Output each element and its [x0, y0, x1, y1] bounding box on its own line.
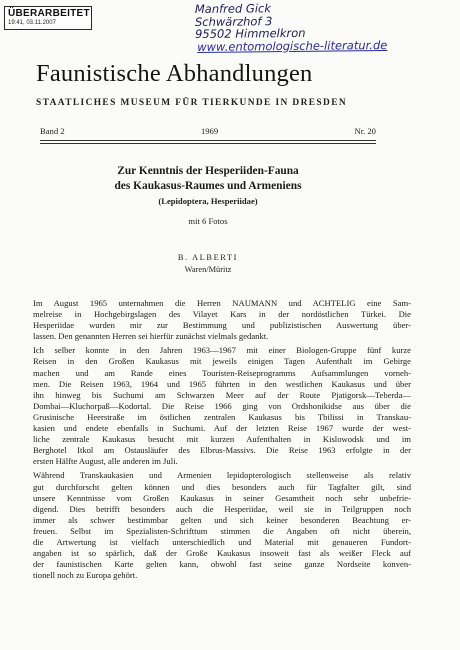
- article-body: [33, 298, 411, 581]
- handwritten-address: [195, 1, 388, 53]
- text-line: ersten Hälfte August, alle anderen im Juli.: [33, 456, 178, 467]
- paragraph: [33, 345, 411, 467]
- article-title-line: des Kaukasus-Raumes und Armeniens: [114, 180, 302, 192]
- text-line: digend. Dies betrifft besonders auch die Hesperiidae, weil sie in Teilgruppen noch: [33, 503, 411, 514]
- photo-note: mit 6 Fotos: [188, 216, 228, 226]
- handwritten-city: 95502 Himmelkron: [194, 25, 306, 42]
- text-line: melreise in Hochgebirgslagen des Vilayet Kars in der nordöstlichen Türkei. Die: [33, 309, 411, 320]
- article-title-line: Zur Kenntnis der Hesperiiden-Fauna: [117, 165, 299, 177]
- text-line: immer als schwer bestimmbar gelten und sich keiner besonderen Beachtung er-: [33, 514, 411, 525]
- volume-label: Band 2: [40, 126, 65, 136]
- header-rule: [40, 140, 376, 141]
- stamp-date: 19:41, 03.11.2007: [8, 20, 56, 26]
- text-line: die Artwertung ist vielfach unterschiedlich und Material mit genaueren Fundort-: [33, 536, 411, 547]
- text-line: Grusinische Heerstraße im östlichen zentralen Kaukasus bis Tbilissi in Transkau-: [33, 411, 411, 422]
- text-line: tionell noch zu Europa gehört.: [33, 570, 138, 581]
- text-line: Ich selber konnte in den Jahren 1963—1967 mit einer Biologen-Gruppe fünf kurze: [33, 345, 411, 356]
- text-line: kasien und endete ebenfalls in Suchumi. Auf der letzten Reise 1967 wurde der west-: [33, 423, 411, 434]
- journal-title: Faunistische Abhandlungen: [36, 60, 313, 87]
- text-line: machen und am Rande eines Touristen-Reiseprogramms Aufsammlungen vorneh-: [33, 367, 411, 378]
- text-line: lassen. Den genannten Herren sei hierfür zunächst vielmals gedankt.: [33, 331, 269, 342]
- text-line: Während Transkaukasien und Armenien lepidopterologisch stellenweise als relativ: [33, 470, 411, 481]
- author-name: B. ALBERTI: [177, 253, 239, 262]
- institution-name: STAATLICHES MUSEUM FÜR TIERKUNDE IN DRESDEN: [36, 98, 348, 108]
- text-line: liche zentrale Kaukasus besucht mit kurzen Aufenthalten in Kislowodsk und im: [33, 434, 411, 445]
- text-line: unsere Kenntnisse vom Großen Kaukasus in seiner Gesamtheit noch sehr unbefrie-: [33, 492, 411, 503]
- handwritten-name: Manfred Gick: [194, 1, 272, 17]
- article-subtitle: (Lepidoptera, Hesperiidae): [158, 196, 258, 206]
- text-line: der faunistischen Karte gelten kann, obwohl fast seine ganze Nordseite konven-: [33, 559, 411, 570]
- paragraph: [33, 298, 411, 342]
- text-line: Im August 1965 unternahmen die Herren NAUMANN und ACHTELIG eine Sam-: [33, 298, 411, 308]
- text-line: men. Die Reisen 1963, 1964 und 1965 führten in den westlichen Kaukasus und über: [33, 378, 411, 389]
- text-line: Berghotel Itkol am Ostausläufer des Elbrus-Massivs. Die Reise 1963 erfolgte in der: [33, 445, 411, 456]
- handwritten-website: www.entomologische-literatur.de: [197, 37, 388, 54]
- article-title: [40, 164, 376, 194]
- year-label: 1969: [200, 126, 219, 136]
- text-line: angaben ist so spärlich, daß der Große Kaukasus insoweit fast als weißer Fleck auf: [33, 548, 411, 559]
- text-line: gut durchforscht gelten können und dies besonders auch für Tagfalter gilt, sind: [33, 481, 411, 492]
- issue-info-row: [40, 126, 376, 136]
- text-line: Hesperiidae wurden mir zur Bestimmung und publizistischen Auswertung über-: [33, 320, 411, 331]
- text-line: Reisen in den Großen Kaukasus mit jeweils einigen Tagen Aufenthalt im Gebirge: [33, 356, 411, 367]
- text-line: freuen. Selbst im Spezialisten-Schrifttum stimmen die Angaben oft nicht überein,: [33, 525, 411, 536]
- text-line: Dombai—Kluchorpaß—Kodortal. Die Reise 1966 ging von Ordshonikidse aus über die: [33, 400, 411, 411]
- revision-stamp: [4, 6, 92, 30]
- author-location: Waren/Müritz: [184, 265, 232, 274]
- text-line: ihn hinweg bis Suchumi am Schwarzen Meer auf der Route Pjatigorsk—Teberda—: [33, 389, 411, 400]
- header-rule-thin: [40, 143, 376, 144]
- number-label: Nr. 20: [354, 126, 376, 136]
- stamp-title: ÜBERARBEITET: [8, 8, 90, 19]
- paragraph: [33, 470, 411, 581]
- handwritten-street: Schwärzhof 3: [194, 13, 273, 29]
